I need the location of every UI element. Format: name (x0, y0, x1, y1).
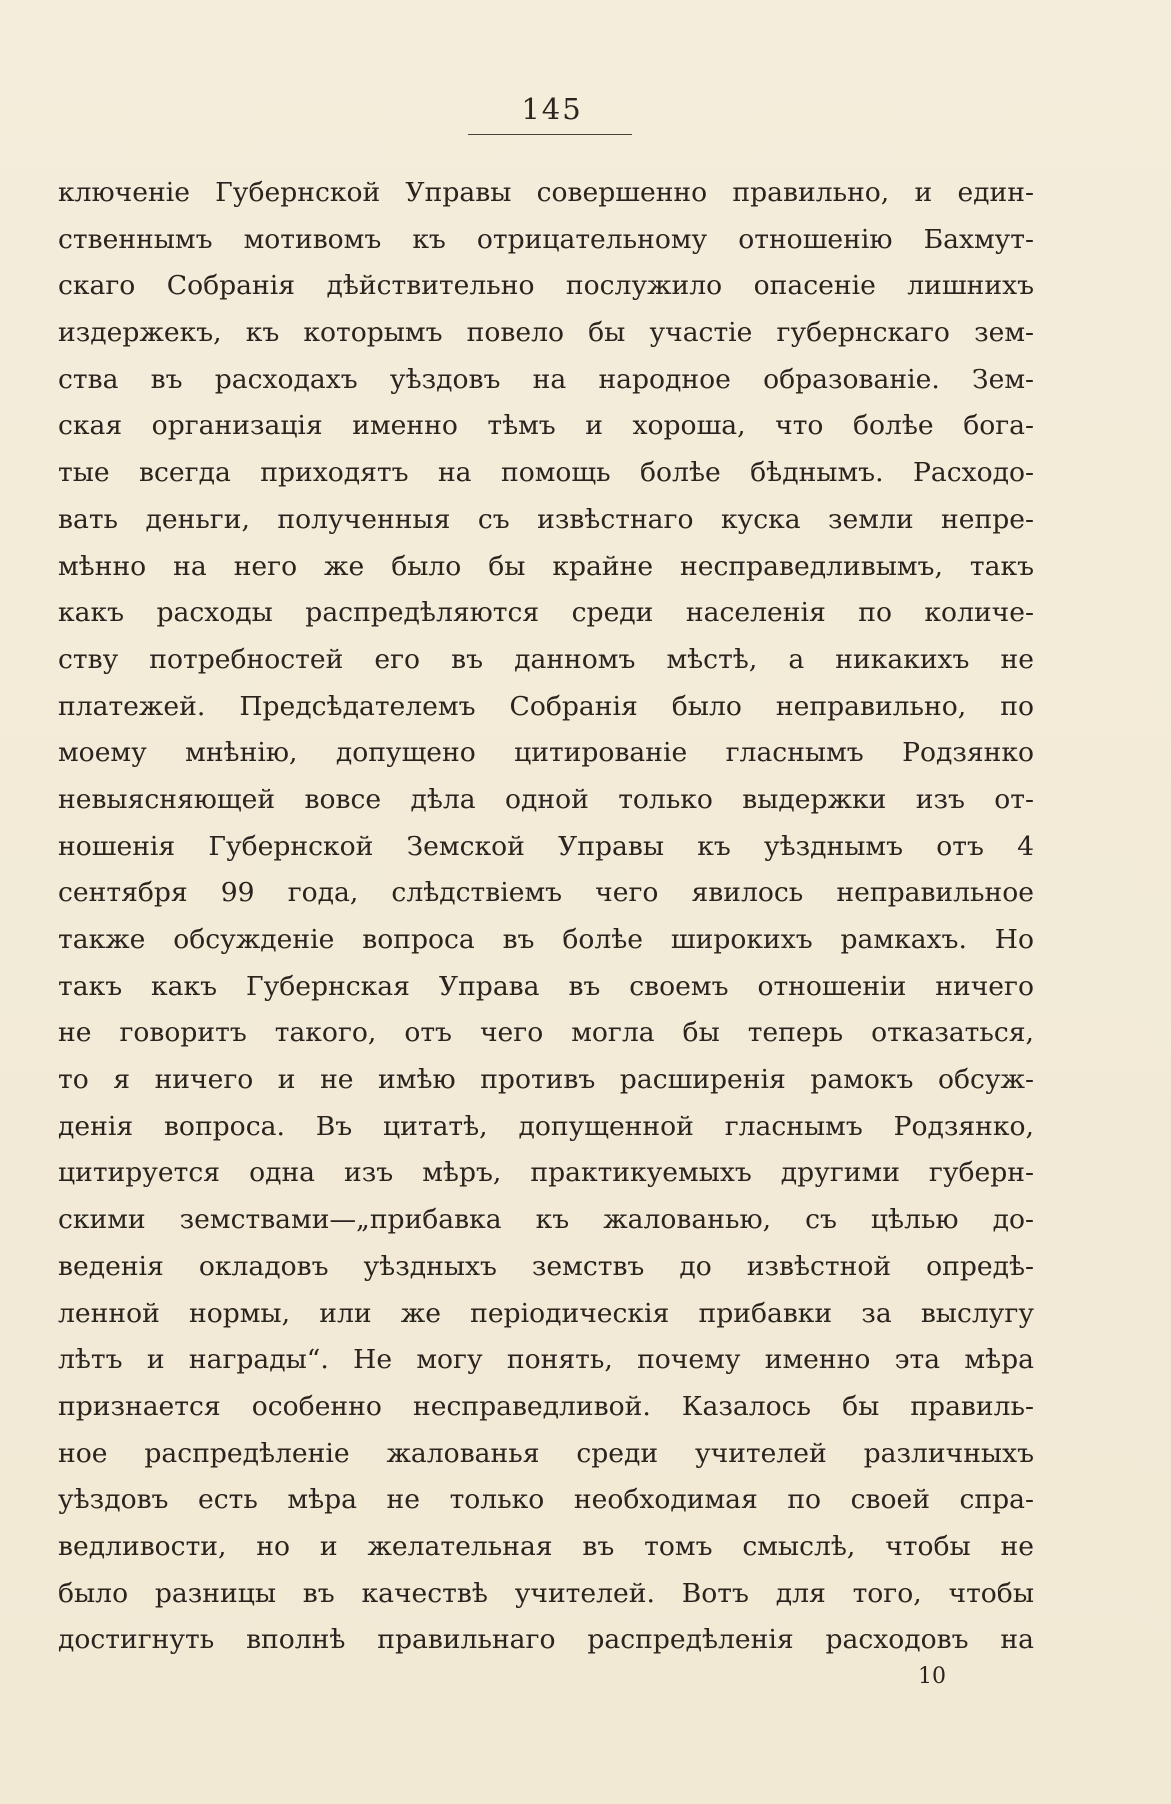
text-line: уѣздовъ есть мѣра не только необходимая по своей спра- (58, 1484, 1034, 1516)
text-line: платежей. Предсѣдателемъ Собранія было неправильно, по (58, 690, 1034, 722)
text-line: ленной нормы, или же періодическія прибавки за выслугу (58, 1297, 1034, 1329)
body-text (58, 170, 1034, 1664)
text-line: вать деньги, полученныя съ извѣстнаго куска земли непре- (58, 503, 1034, 535)
header-rule (468, 134, 632, 135)
text-line: сентября 99 года, слѣдствіемъ чего явилось неправильное (58, 877, 1034, 909)
text-line: лѣтъ и награды“. Не могу понять, почему именно эта мѣра (58, 1344, 1034, 1376)
text-line: веденія окладовъ уѣздныхъ земствъ до извѣстной опредѣ- (58, 1250, 1034, 1282)
page-number: 145 (521, 92, 583, 126)
text-line: ное распредѣленіе жалованья среди учителей различныхъ (58, 1437, 1034, 1469)
text-line: ведливости, но и желательная въ томъ смыслѣ, чтобы не (58, 1530, 1034, 1562)
text-line: то я ничего и не имѣю противъ расширенія рамокъ обсуж- (58, 1064, 1034, 1096)
text-line: ству потребностей его въ данномъ мѣстѣ, а никакихъ не (58, 643, 1034, 675)
text-line: скими земствами—„прибавка къ жалованью, съ цѣлью до- (58, 1204, 1034, 1236)
text-line: не говоритъ такого, отъ чего могла бы теперь отказаться, (58, 1017, 1034, 1049)
text-line: такъ какъ Губернская Управа въ своемъ отношеніи ничего (58, 970, 1034, 1002)
text-line: денія вопроса. Въ цитатѣ, допущенной гласнымъ Родзянко, (58, 1110, 1034, 1142)
text-line: ства въ расходахъ уѣздовъ на народное образованіе. Зем- (58, 363, 1034, 395)
signature-mark: 10 (918, 1664, 946, 1689)
text-line: тые всегда приходятъ на помощь болѣе бѣднымъ. Расходо- (58, 457, 1034, 489)
text-line: невыясняющей вовсе дѣла одной только выдержки изъ от- (58, 783, 1034, 815)
text-line: ключеніе Губернской Управы совершенно правильно, и един- (58, 177, 1034, 208)
text-line: издержекъ, къ которымъ повело бы участіе губернскаго зем- (58, 317, 1034, 349)
text-line: достигнуть вполнѣ правильнаго распредѣленія расходовъ на (58, 1624, 1034, 1656)
text-line: ношенія Губернской Земской Управы къ уѣзднымъ отъ 4 (58, 830, 1034, 862)
text-line: мѣнно на него же было бы крайне несправедливымъ, такъ (58, 550, 1034, 582)
text-line: также обсужденіе вопроса въ болѣе широкихъ рамкахъ. Но (58, 924, 1034, 955)
text-line: было разницы въ качествѣ учителей. Вотъ для того, чтобы (58, 1577, 1034, 1609)
text-line: какъ расходы распредѣляются среди населенія по количе- (58, 597, 1034, 629)
text-line: цитируется одна изъ мѣръ, практикуемыхъ другими губерн- (58, 1157, 1034, 1189)
text-line: ственнымъ мотивомъ къ отрицательному отношенію Бахмут- (58, 223, 1034, 255)
text-line: признается особенно несправедливой. Казалось бы правиль- (58, 1390, 1034, 1422)
text-line: скаго Собранія дѣйствительно послужило опасеніе лишнихъ (58, 270, 1034, 302)
text-line: моему мнѣнію, допущено цитированіе гласнымъ Родзянко (58, 737, 1034, 769)
text-line: ская организація именно тѣмъ и хороша, что болѣе бога- (58, 410, 1034, 442)
